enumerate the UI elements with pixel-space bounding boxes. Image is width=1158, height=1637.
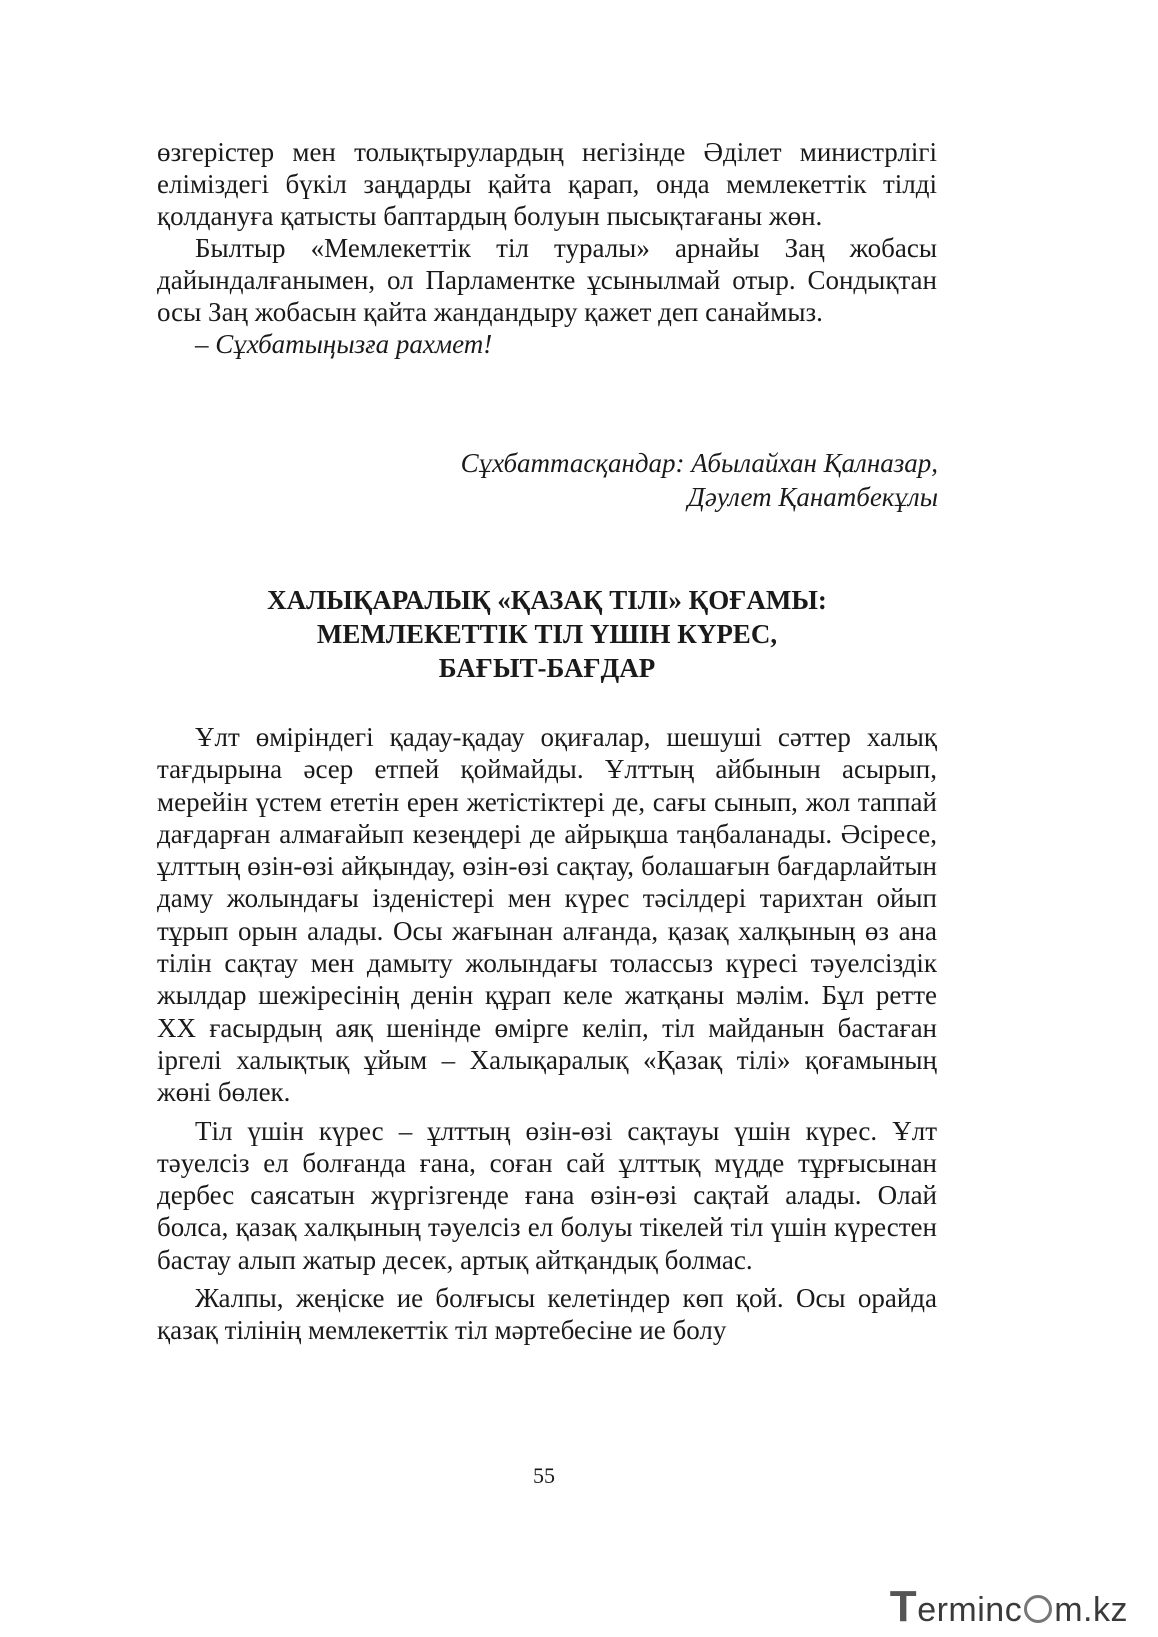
- body-section: [157, 721, 937, 1353]
- watermark-prefix: T: [889, 1582, 918, 1631]
- page-number: 55: [533, 1463, 555, 1488]
- heading-line-3: БАҒЫТ-БАҒДАР: [438, 653, 656, 683]
- intro-paragraph-1: өзгерістер мен толықтырулардың негізінде Әділет министрлігі еліміздегі бүкіл заңдарды қайта қарап, онда мемлекеттік тілді қолдануға қатысты баптардың болуын пысықтағаны жөн.: [157, 137, 937, 231]
- body-paragraph-1: Ұлт өміріндегі қадау-қадау оқиғалар, шешуші сәттер халық тағдырына әсер етпей қоймайды. Ұлттың айбынын асырып, мерейін үстем ететін ерен жетістіктері де, сағы сынып, жол таппай дағдарған алмағайып кезеңдері де айрықша таңбаланады. Әсіресе, ұлттың өзін-өзі айқындау, өзін-өзі сақтау, болашағын бағдарлайтын даму жолындағы ізденістері мен күрес тәсілдері тарихтан ойып тұрып орын алады. Осы жағынан алғанда, қазақ халқының өз ана тілін сақтау мен дамыту жолындағы толассыз күресі тәуелсіздік жылдар шежіресінің денін құрап келе жатқаны мәлім. Бұл ретте ХХ ғасырдың аяқ шенінде өмірге келіп, тіл майданын бастаған іргелі халықтық ұйым – Халықаралық «Қазақ тілі» қоғамының жөні бөлек.: [157, 722, 937, 1108]
- watermark-middle: erminc: [917, 1591, 1023, 1629]
- interviewers-signature: [461, 446, 938, 514]
- magnifier-icon: [1024, 1595, 1052, 1623]
- heading-line-1: ХАЛЫҚАРАЛЫҚ «ҚАЗАҚ ТІЛІ» ҚОҒАМЫ:: [267, 585, 827, 615]
- body-paragraph-2: Тіл үшін күрес – ұлттың өзін-өзі сақтауы үшін күрес. Ұлт тәуелсіз ел болғанда ғана, соған сай ұлттық мүдде тұрғысынан дербес саясатын жүргізгенде ғана өзін-өзі сақтай алады. Олай болса, қазақ халқының тәуелсіз ел болуы тікелей тіл үшін күрестен бастау алып жатыр десек, артық айтқандық болмас.: [157, 1115, 937, 1275]
- intro-section: [157, 136, 937, 360]
- heading-line-2: МЕМЛЕКЕТТІК ТІЛ ҮШІН КҮРЕС,: [316, 619, 778, 649]
- intro-paragraph-2: Былтыр «Мемлекеттік тіл туралы» арнайы Заң жобасы дайындалғанымен, ол Парламентке ұсынылмай отыр. Сондықтан осы Заң жобасын қайта жандандыру қажет деп санаймыз.: [157, 233, 937, 327]
- body-paragraph-3: Жалпы, жеңіске ие болғысы келетіндер көп қой. Осы орайда қазақ тілінің мемлекеттік тіл мәртебесіне ие болу: [157, 1283, 937, 1346]
- interview-thanks: – Сұхбатыңызға рахмет!: [195, 329, 493, 359]
- signature-line-1: Сұхбаттасқандар: Абылайхан Қалназар,: [460, 448, 938, 478]
- section-heading: [157, 583, 937, 685]
- signature-line-2: Дәулет Қанатбекұлы: [687, 482, 938, 512]
- watermark-suffix: m.kz: [1054, 1591, 1128, 1629]
- termincom-watermark: [890, 1582, 1128, 1632]
